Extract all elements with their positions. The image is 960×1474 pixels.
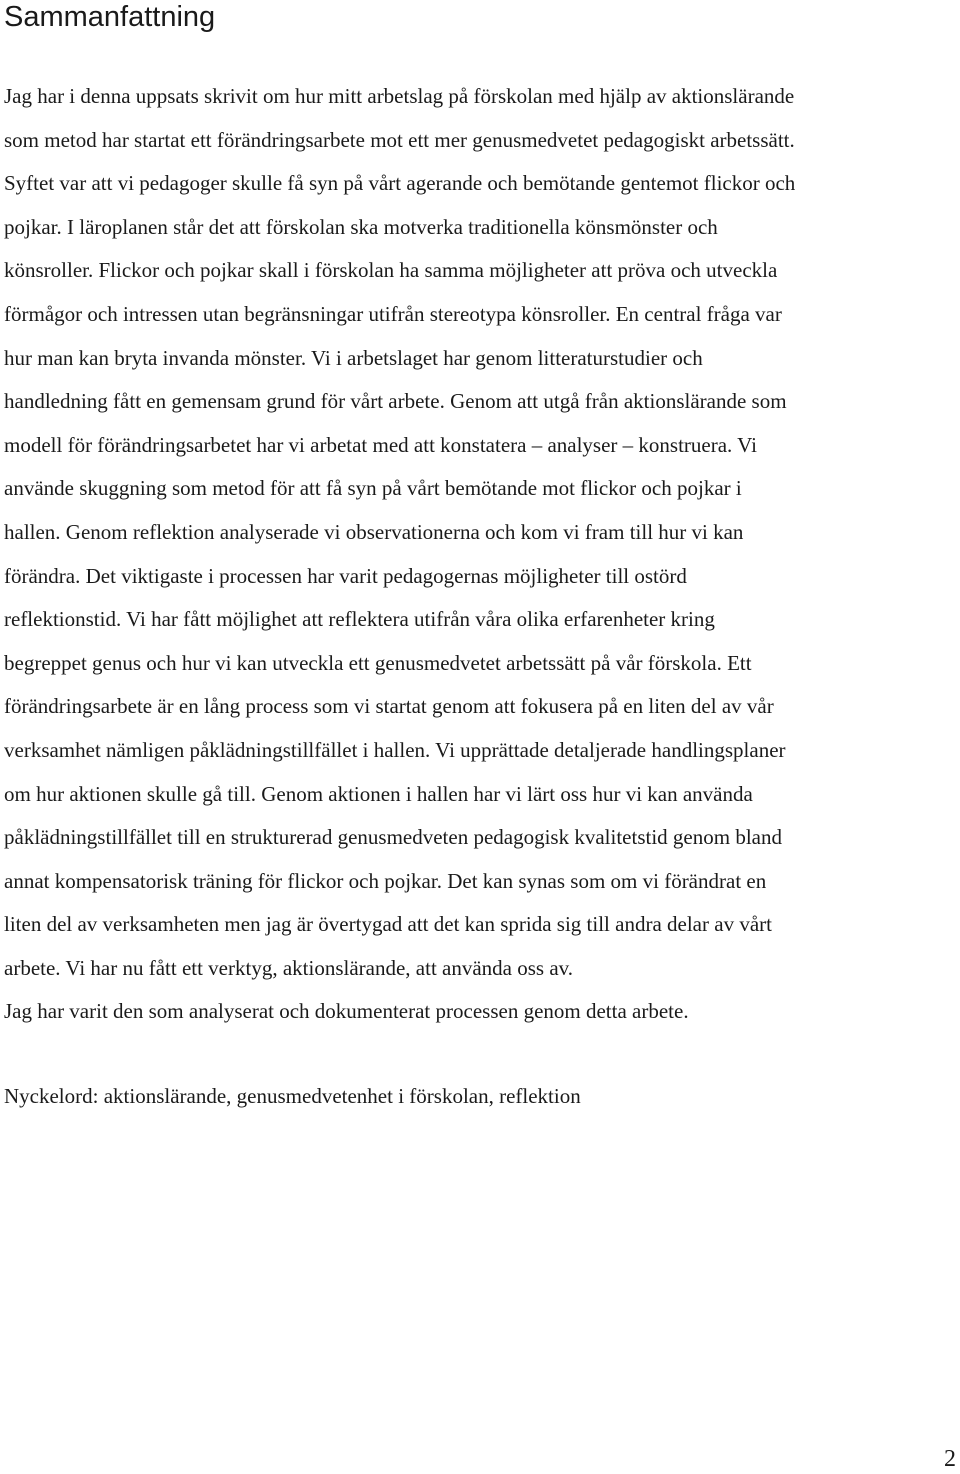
abstract-line: hallen. Genom reflektion analyserade vi observationerna och kom vi fram till hur vi kan (4, 519, 744, 544)
abstract-line: annat kompensatorisk träning för flickor och pojkar. Det kan synas som om vi förändrat en (4, 868, 767, 893)
page-title: Sammanfattning (4, 1, 216, 33)
abstract-line: Jag har i denna uppsats skrivit om hur mitt arbetslag på förskolan med hjälp av aktionslärande (4, 84, 795, 108)
abstract-line: könsroller. Flickor och pojkar skall i förskolan ha samma möjligheter att pröva och utveckla (4, 258, 778, 283)
abstract-line: verksamhet nämligen påklädningstillfället i hallen. Vi upprättade detaljerade handlingsplaner (4, 737, 786, 762)
abstract-line: förändra. Det viktigaste i processen har varit pedagogernas möjligheter till ostörd (4, 563, 687, 588)
abstract-line: som metod har startat ett förändringsarbete mot ett mer genusmedvetet pedagogiskt arbetssätt. (4, 127, 795, 152)
abstract-line: hur man kan bryta invanda mönster. Vi i arbetslaget har genom litteraturstudier och (4, 345, 703, 370)
abstract-line: påklädningstillfället till en strukturerad genusmedveten pedagogisk kvalitetstid genom bland (4, 825, 782, 850)
abstract-line: om hur aktionen skulle gå till. Genom aktionen i hallen har vi lärt oss hur vi kan använda (4, 781, 753, 806)
abstract-line: pojkar. I läroplanen står det att förskolan ska motverka traditionella könsmönster och (4, 214, 718, 239)
authorship-statement: Jag har varit den som analyserat och dokumenterat processen genom detta arbete. (4, 999, 689, 1023)
abstract-line: handledning fått en gemensam grund för vårt arbete. Genom att utgå från aktionslärande som (4, 389, 787, 414)
abstract-line: förmågor och intressen utan begränsningar utifrån stereotypa könsroller. En central fråga var (4, 301, 782, 326)
abstract-line: Syftet var att vi pedagoger skulle få syn på vårt agerande och bemötande gentemot flickor och (4, 171, 796, 196)
page-number: 2 (944, 1446, 956, 1472)
abstract-line: arbete. Vi har nu fått ett verktyg, aktionslärande, att använda oss av. (4, 955, 574, 980)
abstract-line: liten del av verksamheten men jag är övertygad att det kan sprida sig till andra delar av vårt (4, 912, 772, 937)
abstract-line: reflektionstid. Vi har fått möjlighet att reflektera utifrån våra olika erfarenheter kring (4, 607, 715, 632)
keywords-line: Nyckelord: aktionslärande, genusmedvetenhet i förskolan, reflektion (4, 1084, 581, 1108)
abstract-line: begreppet genus och hur vi kan utveckla ett genusmedvetet arbetssätt på vår förskola. Ett (4, 650, 752, 675)
abstract-line: använde skuggning som metod för att få syn på vårt bemötande mot flickor och pojkar i (4, 476, 742, 501)
abstract-paragraph (4, 75, 959, 990)
abstract-line: modell för förändringsarbetet har vi arbetat med att konstatera – analyser – konstruera. Vi (4, 432, 757, 457)
abstract-line: förändringsarbete är en lång process som vi startat genom att fokusera på en liten del av vår (4, 694, 774, 719)
